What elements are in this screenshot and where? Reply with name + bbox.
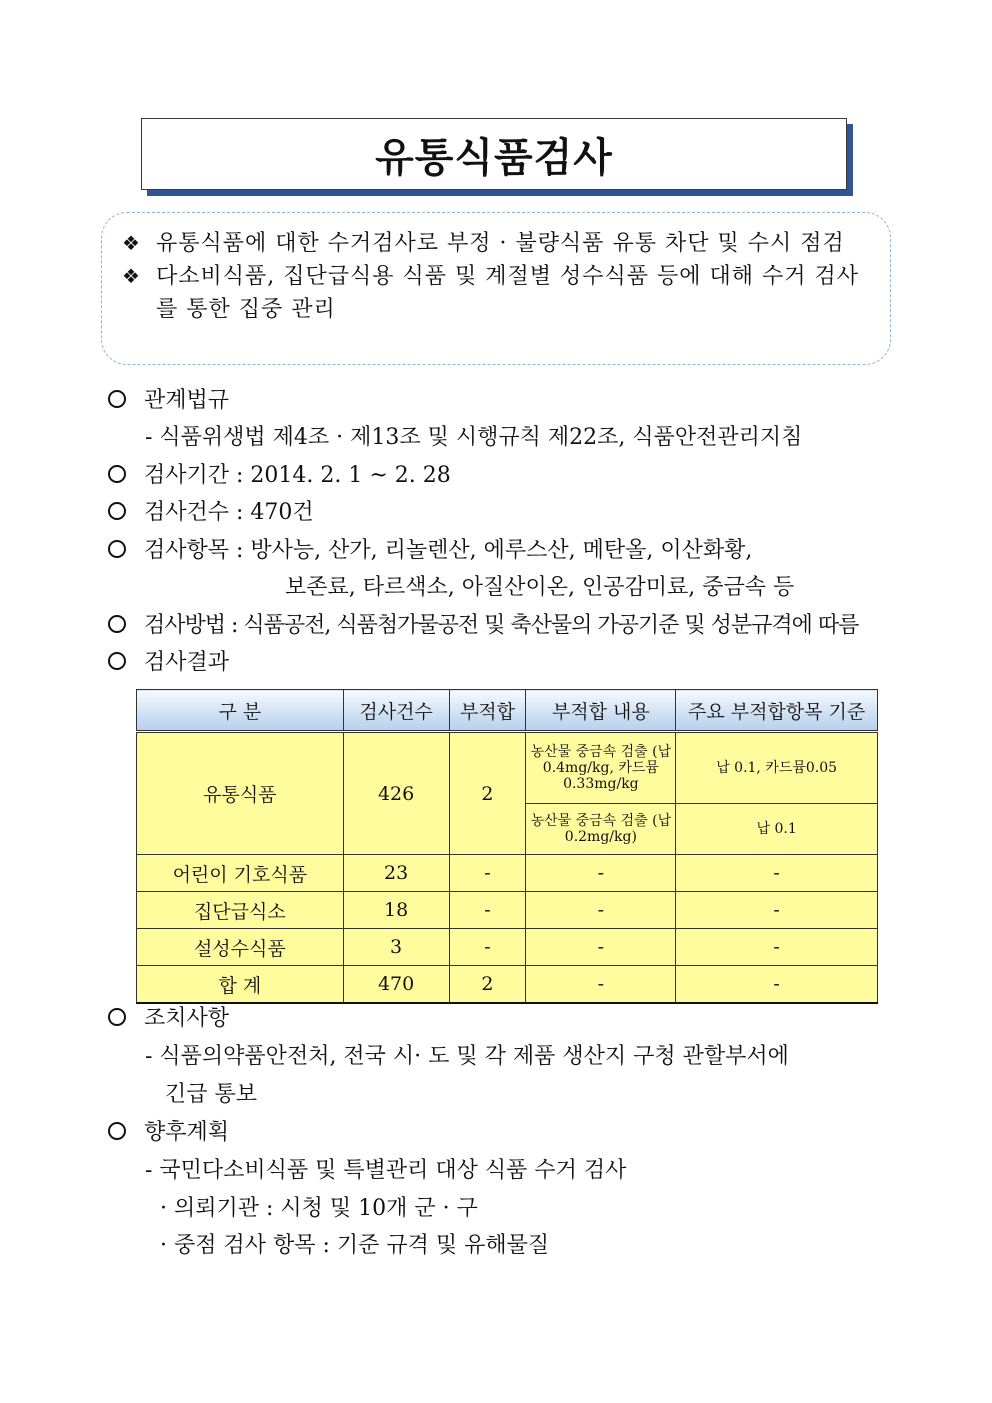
items-text-2: 보존료, 타르색소, 아질산이온, 인공감미료, 중금속 등 <box>285 575 795 600</box>
row-name: 어린이 기호식품 <box>137 855 344 892</box>
section-count <box>108 497 314 529</box>
row-standard: 납 0.1, 카드뮴0.05 <box>676 732 878 804</box>
period-text: 검사기간 : 2014. 2. 1 ~ 2. 28 <box>144 463 451 488</box>
row-fail: - <box>449 929 526 966</box>
row-standard: - <box>676 892 878 929</box>
section-title: 검사결과 <box>144 650 230 675</box>
table-row <box>137 966 878 1004</box>
section-law <box>108 385 229 417</box>
section-period <box>108 460 451 492</box>
circle-bullet-icon <box>108 652 126 670</box>
row-name: 유통식품 <box>137 732 344 855</box>
action-text-2: 긴급 통보 <box>165 1082 258 1107</box>
circle-bullet-icon <box>108 465 126 483</box>
row-name: 집단급식소 <box>137 892 344 929</box>
row-name: 합 계 <box>137 966 344 1004</box>
row-count: 23 <box>343 855 449 892</box>
section-items <box>108 535 752 567</box>
row-fail: 2 <box>449 732 526 855</box>
plan-text-3: · 중점 검사 항목 : 기준 규격 및 유해물질 <box>160 1233 550 1258</box>
summary-text: 다소비식품, 집단급식용 식품 및 계절별 성수식품 등에 대해 수거 검사를 통한 집중 관리 <box>156 264 859 322</box>
plan-text-1: - 국민다소비식품 및 특별관리 대상 식품 수거 검사 <box>145 1158 627 1183</box>
diamond-bullet-icon: ❖ <box>122 264 140 288</box>
row-count: 426 <box>343 732 449 855</box>
section-title: 향후계획 <box>144 1120 230 1145</box>
table-header: 부적합 내용 <box>526 690 676 732</box>
count-text: 검사건수 : 470건 <box>144 500 314 525</box>
table-header: 구 분 <box>137 690 344 732</box>
circle-bullet-icon <box>108 615 126 633</box>
circle-bullet-icon <box>108 502 126 520</box>
row-standard: - <box>676 855 878 892</box>
row-standard: - <box>676 966 878 1004</box>
section-title: 조치사항 <box>144 1006 230 1031</box>
circle-bullet-icon <box>108 540 126 558</box>
row-name: 설성수식품 <box>137 929 344 966</box>
table-header: 부적합 <box>449 690 526 732</box>
row-fail: - <box>449 892 526 929</box>
section-plan <box>108 1117 229 1149</box>
result-table <box>136 689 878 1004</box>
row-count: 3 <box>343 929 449 966</box>
circle-bullet-icon <box>108 1008 126 1026</box>
row-count: 470 <box>343 966 449 1004</box>
diamond-bullet-icon: ❖ <box>122 231 140 255</box>
row-detail: - <box>526 966 676 1004</box>
items-text-1: 검사항목 : 방사능, 산가, 리놀렌산, 에루스산, 메탄올, 이산화황, <box>144 538 753 563</box>
table-row <box>137 892 878 929</box>
summary-text: 유통식품에 대한 수거검사로 부정 · 불량식품 유통 차단 및 수시 점검 <box>156 231 845 256</box>
row-detail: 농산물 중금속 검출 (납 0.2mg/kg) <box>526 804 676 855</box>
row-detail: - <box>526 892 676 929</box>
row-detail: 농산물 중금속 검출 (납 0.4mg/kg, 카드뮴 0.33mg/kg <box>526 732 676 804</box>
row-standard: 납 0.1 <box>676 804 878 855</box>
section-title: 관계법규 <box>144 388 230 413</box>
circle-bullet-icon <box>108 1122 126 1140</box>
page-title: 유통식품검사 <box>375 134 613 181</box>
row-detail: - <box>526 855 676 892</box>
circle-bullet-icon <box>108 390 126 408</box>
section-result <box>108 647 229 679</box>
row-fail: 2 <box>449 966 526 1004</box>
action-text-1: - 식품의약품안전처, 전국 시· 도 및 각 제품 생산지 구청 관할부서에 <box>145 1044 789 1069</box>
table-header: 주요 부적합항목 기준 <box>676 690 878 732</box>
summary-item <box>122 260 860 326</box>
plan-text-2: · 의뢰기관 : 시청 및 10개 군 · 구 <box>160 1196 478 1221</box>
table-row <box>137 732 878 804</box>
table-header-row <box>137 690 878 732</box>
summary-item <box>122 227 860 260</box>
row-fail: - <box>449 855 526 892</box>
table-row <box>137 929 878 966</box>
row-detail: - <box>526 929 676 966</box>
summary-box <box>101 212 891 365</box>
section-method <box>108 610 858 642</box>
table-header: 검사건수 <box>343 690 449 732</box>
row-standard: - <box>676 929 878 966</box>
law-detail: - 식품위생법 제4조 · 제13조 및 시행규칙 제22조, 식품안전관리지침 <box>145 425 803 450</box>
table-row <box>137 855 878 892</box>
row-count: 18 <box>343 892 449 929</box>
method-text: 검사방법 : 식품공전, 식품첨가물공전 및 축산물의 가공기준 및 성분규격에 따름 <box>144 613 859 638</box>
title-box <box>141 118 847 190</box>
section-action <box>108 1003 229 1035</box>
